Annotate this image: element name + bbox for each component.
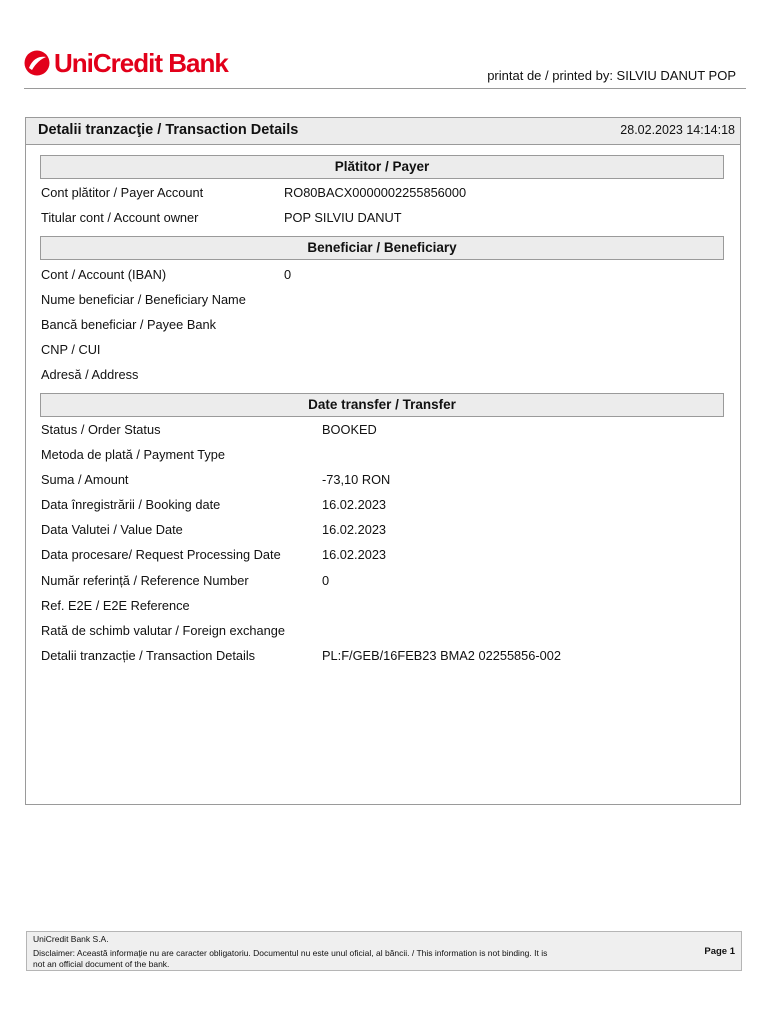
beneficiary-section-header: Beneficiar / Beneficiary — [40, 236, 724, 260]
footer-company-name: UniCredit Bank S.A. — [33, 934, 109, 944]
transaction-details-row — [41, 648, 721, 666]
payment-type-row — [41, 447, 721, 465]
bank-logo — [24, 50, 228, 76]
row-label: Rată de schimb valutar / Foreign exchange — [41, 623, 285, 638]
row-value: -73,10 RON — [322, 472, 391, 487]
row-label: Ref. E2E / E2E Reference — [41, 598, 190, 613]
transfer-section-header: Date transfer / Transfer — [40, 393, 724, 417]
beneficiary-name-row — [41, 292, 721, 310]
footer-disclaimer: Disclaimer: Această informaţie nu are caracter obligatoriu. Documentul nu este unul oficial, al băncii. / This information is not binding. It is not an official document of the bank. — [33, 948, 548, 969]
row-label: Bancă beneficiar / Payee Bank — [41, 317, 217, 332]
print-timestamp: 28.02.2023 14:14:18 — [620, 123, 735, 137]
row-value: 16.02.2023 — [322, 497, 387, 512]
row-label: CNP / CUI — [41, 342, 101, 357]
row-label: Adresă / Address — [41, 367, 139, 382]
printed-by-text: printat de / printed by: SILVIU DANUT POP — [487, 68, 736, 83]
address-row — [41, 367, 721, 385]
order-status-row — [41, 422, 721, 440]
row-label: Cont / Account (IBAN) — [41, 267, 167, 282]
row-label: Detalii tranzacție / Transaction Details — [41, 648, 256, 663]
page-footer — [26, 931, 742, 971]
reference-number-row — [41, 573, 721, 591]
row-label: Număr referință / Reference Number — [41, 573, 249, 588]
row-value: 16.02.2023 — [322, 522, 387, 537]
cnp-cui-row — [41, 342, 721, 360]
page-number: Page 1 — [704, 946, 735, 957]
beneficiary-iban-row — [41, 267, 721, 285]
payer-account-row — [41, 185, 721, 203]
row-value: RO80BACX0000002255856000 — [284, 185, 467, 200]
row-value: 16.02.2023 — [322, 547, 387, 562]
row-value: 0 — [284, 267, 292, 282]
row-label: Suma / Amount — [41, 472, 129, 487]
brand-name: UniCredit Bank — [54, 48, 228, 78]
page-header — [0, 0, 768, 100]
payee-bank-row — [41, 317, 721, 335]
processing-date-row — [41, 547, 721, 565]
row-label: Nume beneficiar / Beneficiary Name — [41, 292, 246, 307]
account-owner-row — [41, 210, 721, 228]
transaction-details-panel — [25, 117, 741, 805]
e2e-reference-row — [41, 598, 721, 616]
row-value: BOOKED — [322, 422, 377, 437]
row-value: PL:F/GEB/16FEB23 BMA2 02255856-002 — [322, 648, 562, 663]
foreign-exchange-row — [41, 623, 721, 641]
page-title: Detalii tranzacţie / Transaction Details — [38, 122, 299, 138]
row-label: Data Valutei / Value Date — [41, 522, 183, 537]
row-label: Data înregistrării / Booking date — [41, 497, 221, 512]
unicredit-logo-icon — [24, 50, 50, 76]
row-label: Data procesare/ Request Processing Date — [41, 547, 281, 562]
panel-title-bar — [26, 118, 740, 145]
value-date-row — [41, 522, 721, 540]
row-label: Status / Order Status — [41, 422, 161, 437]
row-value: POP SILVIU DANUT — [284, 210, 402, 225]
row-value: 0 — [322, 573, 330, 588]
row-label: Metoda de plată / Payment Type — [41, 447, 226, 462]
row-label: Cont plătitor / Payer Account — [41, 185, 204, 200]
header-divider — [24, 88, 746, 89]
amount-row — [41, 472, 721, 490]
payer-section-header: Plătitor / Payer — [40, 155, 724, 179]
row-label: Titular cont / Account owner — [41, 210, 199, 225]
booking-date-row — [41, 497, 721, 515]
